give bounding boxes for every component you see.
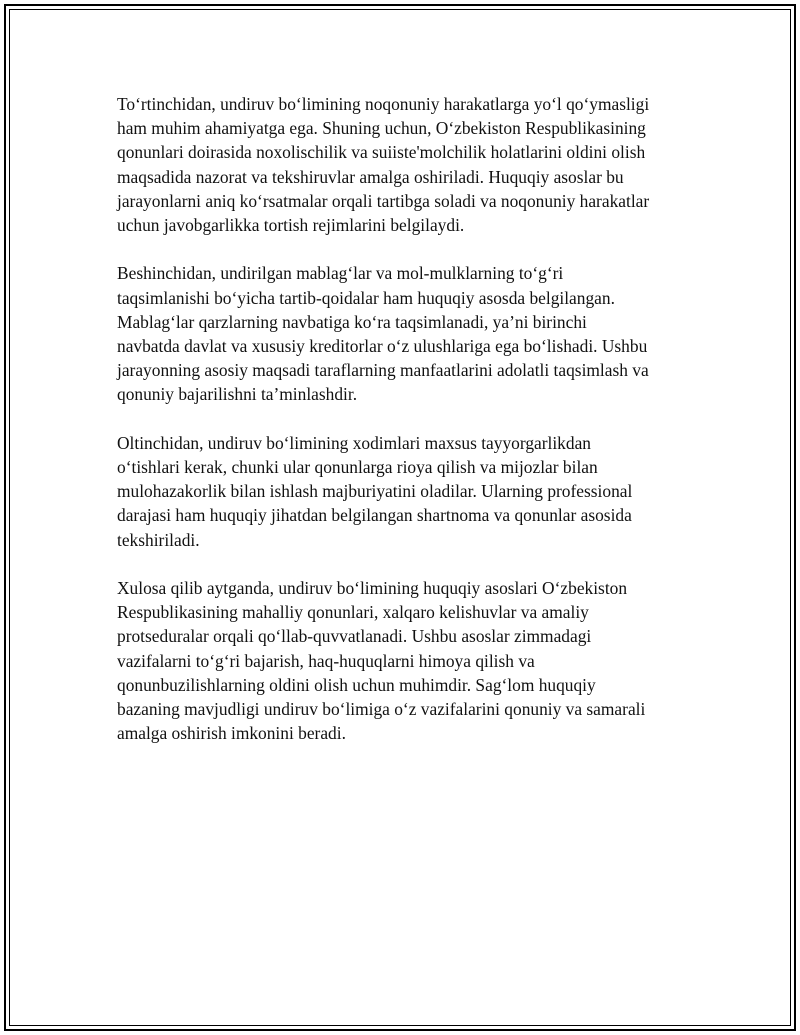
paragraph-4 xyxy=(117,576,687,745)
paragraph-line: Respublikasining mahalliy qonunlari, xalqaro kelishuvlar va amaliy xyxy=(117,602,589,623)
paragraph-line: qonunbuzilishlarning oldini olish uchun muhimdir. Sag‘lom huquqiy xyxy=(117,674,596,695)
paragraph-line: Xulosa qilib aytganda, undiruv bo‘limining huquqiy asoslari O‘zbekiston xyxy=(117,578,628,599)
paragraph-1 xyxy=(117,92,687,237)
paragraph-line: o‘tishlari kerak, chunki ular qonunlarga rioya qilish va mijozlar bilan xyxy=(117,457,598,478)
paragraph-line: qonunlari doirasida noxolischilik va suiiste'molchilik holatlarini oldini olish xyxy=(117,142,646,163)
paragraph-line: uchun javobgarlikka tortish rejimlarini belgilaydi. xyxy=(117,215,465,236)
paragraph-line: jarayonning asosiy maqsadi taraflarning manfaatlarini adolatli taqsimlash va xyxy=(117,360,649,381)
paragraph-line: Beshinchidan, undirilgan mablag‘lar va mol-mulklarning to‘g‘ri xyxy=(117,263,564,284)
paragraph-line: bazaning mavjudligi undiruv bo‘limiga o‘z vazifalarini qonuniy va samarali xyxy=(117,699,646,720)
paragraph-line: qonuniy bajarilishni ta’minlashdir. xyxy=(117,384,358,405)
paragraph-line: Mablag‘lar qarzlarning navbatiga ko‘ra taqsimlanadi, ya’ni birinchi xyxy=(117,311,587,332)
paragraph-3 xyxy=(117,431,687,552)
paragraph-line: ham muhim ahamiyatga ega. Shuning uchun, O‘zbekiston Respublikasining xyxy=(117,118,646,139)
paragraph-2 xyxy=(117,261,687,406)
paragraph-line: To‘rtinchidan, undiruv bo‘limining noqonuniy harakatlarga yo‘l qo‘ymasligi xyxy=(117,94,650,114)
paragraph-line: maqsadida nazorat va tekshiruvlar amalga oshiriladi. Huquqiy asoslar bu xyxy=(117,166,624,187)
paragraph-line: mulohazakorlik bilan ishlash majburiyatini oladilar. Ularning professional xyxy=(117,481,633,502)
paragraph-line: vazifalarni to‘g‘ri bajarish, haq-huquqlarni himoya qilish va xyxy=(117,650,535,671)
paragraph-line: amalga oshirish imkonini beradi. xyxy=(117,723,346,744)
paragraph-line: darajasi ham huquqiy jihatdan belgilangan shartnoma va qonunlar asosida xyxy=(117,505,632,526)
paragraph-line: jarayonlarni aniq ko‘rsatmalar orqali tartibga soladi va noqonuniy harakatlar xyxy=(117,190,650,211)
paragraph-line: taqsimlanishi bo‘yicha tartib-qoidalar ham huquqiy asosda belgilangan. xyxy=(117,287,615,308)
document-body xyxy=(117,92,687,770)
paragraph-line: protseduralar orqali qo‘llab-quvvatlanadi. Ushbu asoslar zimmadagi xyxy=(117,626,592,647)
paragraph-line: Oltinchidan, undiruv bo‘limining xodimlari maxsus tayyorgarlikdan xyxy=(117,432,591,453)
paragraph-line: navbatda davlat va xususiy kreditorlar o‘z ulushlariga ega bo‘lishadi. Ushbu xyxy=(117,336,648,357)
paragraph-line: tekshiriladi. xyxy=(117,529,200,550)
